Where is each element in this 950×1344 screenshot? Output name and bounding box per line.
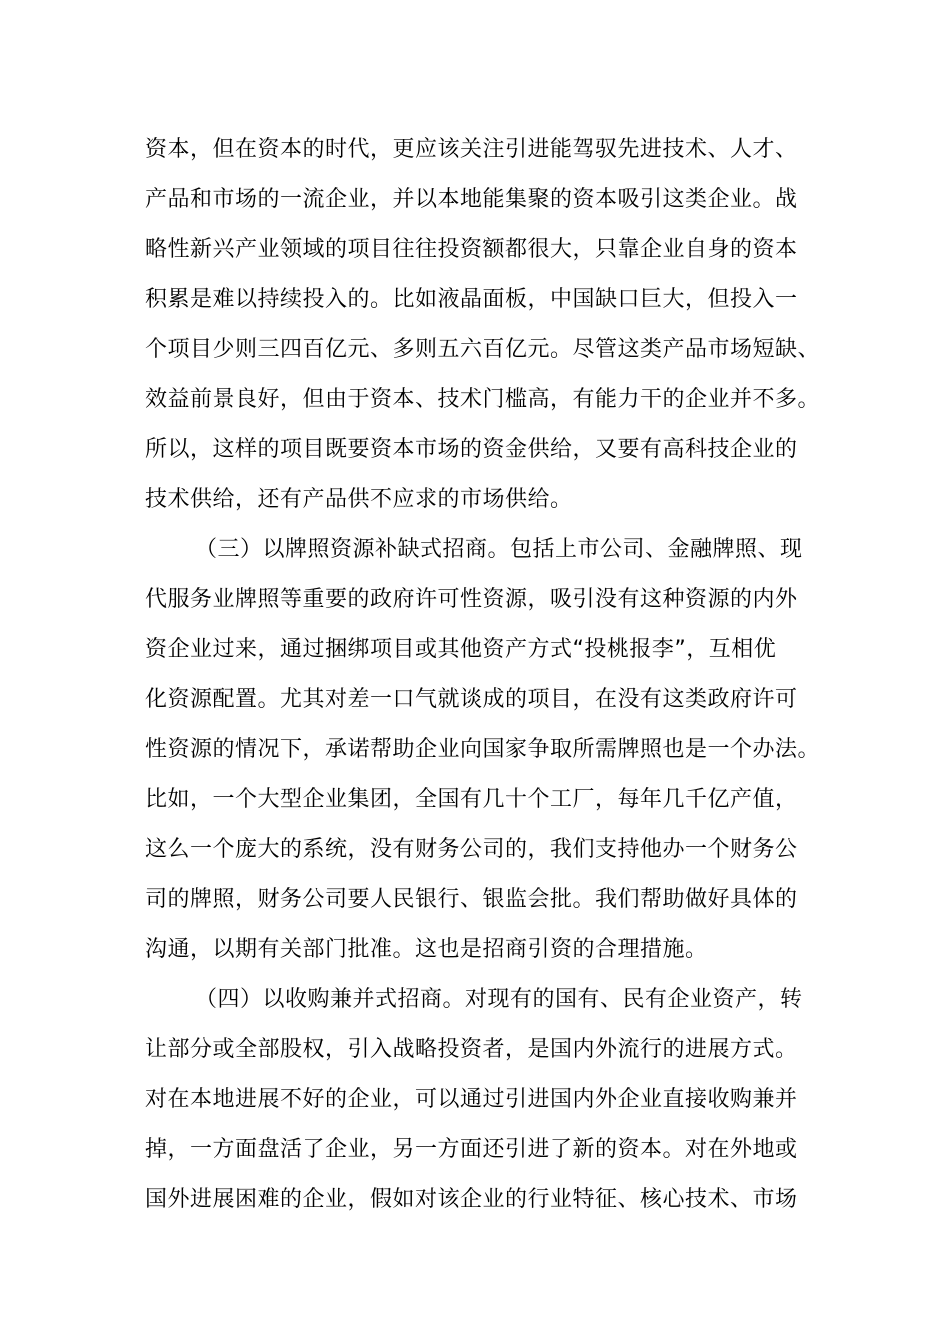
text-line: 资本，但在资本的时代，更应该关注引进能驾驭先进技术、人才、 [145,137,798,162]
text-line: 资企业过来，通过捆绑项目或其他资产方式“投桃报李”，互相优 [145,637,777,662]
text-line: 司的牌照，财务公司要人民银行、银监会批。我们帮助做好具体的 [145,887,798,912]
text-line: 代服务业牌照等重要的政府许可性资源，吸引没有这种资源的内外 [145,587,798,612]
text-line: 个项目少则三四百亿元、多则五六百亿元。尽管这类产品市场短缺、 [145,337,821,362]
text-line: 技术供给，还有产品供不应求的市场供给。 [145,487,573,512]
text-line: 积累是难以持续投入的。比如液晶面板，中国缺口巨大，但投入一 [145,287,798,312]
text-line: 化资源配置。尤其对差一口气就谈成的项目，在没有这类政府许可 [145,687,798,712]
text-line: 让部分或全部股权，引入战略投资者，是国内外流行的进展方式。 [145,1037,798,1062]
text-line: 所以，这样的项目既要资本市场的资金供给，又要有高科技企业的 [145,437,798,462]
text-line: 沟通，以期有关部门批准。这也是招商引资的合理措施。 [145,937,708,962]
text-line: 比如，一个大型企业集团，全国有几十个工厂，每年几千亿产值， [145,787,798,812]
section-heading-line: （四）以收购兼并式招商。对现有的国有、民有企业资产，转 [195,987,803,1012]
text-line: 掉，一方面盘活了企业，另一方面还引进了新的资本。对在外地或 [145,1137,798,1162]
text-line: 略性新兴产业领域的项目往往投资额都很大，只靠企业自身的资本 [145,237,798,262]
section-heading-line: （三）以牌照资源补缺式招商。包括上市公司、金融牌照、现 [195,537,803,562]
text-line: 产品和市场的一流企业，并以本地能集聚的资本吸引这类企业。战 [145,187,798,212]
text-line: 性资源的情况下，承诺帮助企业向国家争取所需牌照也是一个办法。 [145,737,821,762]
text-line: 效益前景良好，但由于资本、技术门槛高，有能力干的企业并不多。 [145,387,821,412]
text-line: 对在本地进展不好的企业，可以通过引进国内外企业直接收购兼并 [145,1087,798,1112]
text-line: 这么一个庞大的系统，没有财务公司的，我们支持他办一个财务公 [145,837,798,862]
text-line: 国外进展困难的企业，假如对该企业的行业特征、核心技术、市场 [145,1187,798,1212]
